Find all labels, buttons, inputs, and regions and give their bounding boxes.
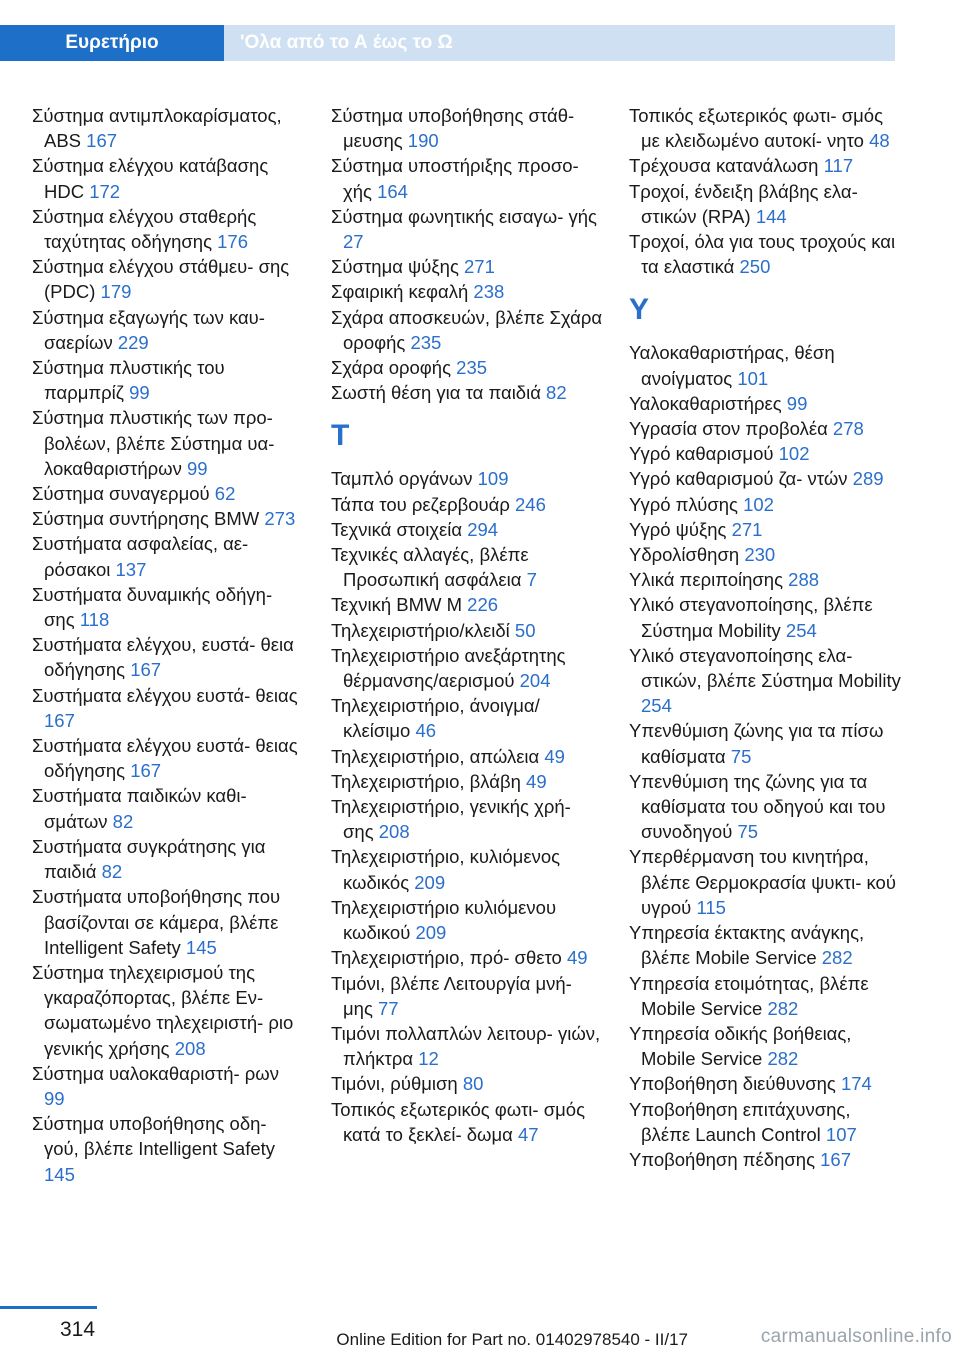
page-link[interactable]: 209	[415, 922, 447, 944]
page-link[interactable]: 62	[214, 483, 236, 505]
index-entry	[331, 355, 603, 380]
page-link[interactable]: 254	[785, 619, 817, 641]
index-entry-text: Σύστημα εξαγωγής των καυ- σαερίων	[32, 306, 265, 353]
tab-index[interactable]: Ευρετήριο	[0, 25, 224, 61]
page-link[interactable]: 204	[519, 670, 551, 692]
index-entry	[629, 466, 901, 491]
index-entry	[32, 153, 304, 203]
index-entry-text: Τεχνικές αλλαγές, βλέπε Προσωπική ασφάλεια	[331, 544, 529, 591]
index-column-2	[331, 103, 603, 1147]
header-bar	[0, 25, 895, 61]
page-link[interactable]: 167	[86, 130, 118, 152]
page-link[interactable]: 99	[129, 382, 150, 404]
page-link[interactable]: 172	[89, 180, 121, 202]
page-link[interactable]: 271	[464, 256, 495, 278]
index-entry	[32, 405, 304, 481]
page-link[interactable]: 48	[869, 130, 890, 152]
index-entry-text: Υαλοκαθαριστήρες	[629, 392, 782, 414]
index-entry-text: Τηλεχειριστήριο, απώλεια	[331, 745, 540, 767]
index-entry-text: Υποβοήθηση πέδησης	[629, 1148, 815, 1170]
index-entry	[331, 254, 603, 279]
page-link[interactable]: 144	[755, 205, 787, 227]
page-link[interactable]: 82	[101, 861, 123, 883]
index-entry-text: Συστήματα συγκράτησης για παιδιά	[32, 835, 266, 883]
index-entry-text: Υλικά περιποίησης	[629, 569, 784, 591]
index-entry	[629, 103, 901, 153]
tab-a-to-z[interactable]: 'Ολα από το Α έως το Ω	[224, 25, 895, 61]
page-link[interactable]: 117	[823, 155, 854, 177]
index-entry-text: Τρέχουσα κατανάλωση	[629, 155, 819, 177]
page-number: 314	[60, 1318, 96, 1341]
index-entry-text: Ταμπλό οργάνων	[331, 468, 473, 490]
index-entry	[629, 1071, 901, 1096]
page-link[interactable]: 7	[526, 569, 537, 591]
index-entry-text: Τοπικός εξωτερικός φωτι- σμός με κλειδωμένο αυτοκί- νητο	[629, 105, 883, 152]
index-entry	[32, 355, 304, 405]
page-link[interactable]: 230	[744, 544, 776, 566]
page-link[interactable]: 82	[112, 810, 134, 832]
footer-divider	[0, 1306, 97, 1309]
page-link[interactable]: 49	[544, 745, 565, 767]
page-link[interactable]: 190	[407, 130, 439, 152]
index-entry	[331, 542, 603, 592]
index-entry-text: Σχάρα οροφής	[331, 357, 452, 379]
page-link[interactable]: 294	[467, 518, 499, 540]
index-entry	[32, 884, 304, 960]
index-entry-text: Τροχοί, όλα για τους τροχούς και τα ελαστικά	[629, 231, 896, 278]
page-link[interactable]: 250	[739, 256, 771, 278]
index-entry-text: Υπερθέρμανση του κινητήρα, βλέπε Θερμοκρασία ψυκτι- κού υγρού	[629, 846, 896, 918]
page-link[interactable]: 137	[115, 558, 147, 580]
index-entry-text: Υλικό στεγανοποίησης, βλέπε Σύστημα Mobility	[629, 594, 873, 641]
index-entry	[32, 834, 304, 884]
index-entry	[629, 844, 901, 920]
index-entry-text: Σύστημα τηλεχειρισμού της γκαραζόπορτας, βλέπε Εν- σωματωμένο τηλεχειριστή- ριο γενικής χρήσης	[32, 961, 294, 1059]
index-entry-text: Σύστημα ελέγχου στάθμευ- σης (PDC)	[32, 256, 290, 303]
page-link[interactable]: 118	[79, 609, 110, 631]
index-entry-text: Τιμόνι πολλαπλών λειτουρ- γιών, πλήκτρα	[331, 1022, 601, 1070]
index-entry	[32, 733, 304, 783]
watermark: carmanualsonline.info	[760, 1326, 952, 1347]
page-link[interactable]: 246	[515, 493, 546, 515]
index-entry-text: Σύστημα συναγερμού	[32, 483, 210, 505]
index-entry	[32, 506, 304, 531]
index-entry	[32, 783, 304, 833]
index-entry-text: Σύστημα υαλοκαθαριστή- ρων	[32, 1062, 280, 1084]
index-entry-text: Τάπα του ρεζερβουάρ	[331, 493, 510, 515]
index-entry	[331, 945, 603, 970]
page-link[interactable]: 209	[414, 871, 446, 893]
index-entry	[629, 718, 901, 768]
index-entry	[331, 844, 603, 894]
index-entry-text: Συστήματα ελέγχου, ευστά- θεια οδήγησης	[32, 634, 294, 681]
index-entry-text: Σύστημα ψύξης	[331, 256, 459, 278]
page-link[interactable]: 167	[820, 1148, 852, 1170]
page-link[interactable]: 12	[418, 1048, 439, 1070]
page-link[interactable]: 47	[518, 1123, 539, 1145]
page-link[interactable]: 282	[767, 1048, 799, 1070]
page-link[interactable]: 75	[730, 745, 752, 767]
index-entry-text: Υγρό καθαρισμού ζα- ντών	[629, 468, 848, 490]
page-link[interactable]: 145	[44, 1163, 75, 1185]
page-link[interactable]: 273	[264, 508, 296, 530]
index-entry-text: Υαλοκαθαριστήρας, θέση ανοίγματος	[629, 342, 835, 389]
index-entry	[331, 895, 603, 945]
index-entry	[629, 1021, 901, 1071]
page-link[interactable]: 288	[788, 569, 820, 591]
page-link[interactable]: 50	[514, 619, 536, 641]
index-entry	[629, 517, 901, 542]
page-link[interactable]: 167	[130, 659, 162, 681]
index-entry	[629, 567, 901, 592]
page-link[interactable]: 75	[737, 821, 759, 843]
index-entry	[331, 592, 603, 617]
index-entry	[331, 466, 603, 491]
page-link[interactable]: 254	[641, 695, 672, 717]
index-entry-text: Τηλεχειριστήριο, άνοιγμα/ κλείσιμο	[331, 695, 540, 742]
page-link[interactable]: 226	[467, 594, 499, 616]
index-entry	[331, 305, 603, 355]
index-entry-text: Τηλεχειριστήριο, πρό- σθετο	[331, 947, 562, 969]
index-entry-text: Τηλεχειριστήριο/κλειδί	[331, 619, 510, 641]
page-link[interactable]: 271	[731, 518, 763, 540]
page-link[interactable]: 49	[566, 947, 588, 969]
index-entry-text: Υπηρεσία ετοιμότητας, βλέπε Mobile Service	[629, 972, 869, 1019]
index-entry-text: Τεχνική BMW M	[331, 594, 463, 616]
page-link[interactable]: 109	[477, 468, 509, 490]
index-entry-text: Υπενθύμιση της ζώνης για τα καθίσματα του οδηγού και του συνοδηγού	[629, 770, 886, 843]
index-entry	[629, 643, 901, 719]
index-entry-text: Σωστή θέση για τα παιδιά	[331, 382, 541, 404]
index-column-1	[32, 103, 304, 1187]
index-entry-text: Τιμόνι, ρύθμιση	[331, 1073, 458, 1095]
index-entry-text: Σχάρα αποσκευών, βλέπε Σχάρα οροφής	[331, 306, 603, 353]
page-link[interactable]: 278	[832, 418, 864, 440]
page-link[interactable]: 102	[743, 493, 774, 515]
page-link[interactable]: 208	[174, 1037, 206, 1059]
index-entry-text: Υποβοήθηση διεύθυνσης	[629, 1073, 836, 1095]
index-entry	[32, 1061, 304, 1111]
index-entry	[331, 1071, 603, 1096]
index-entry	[331, 492, 603, 517]
footer-edition: Online Edition for Part no. 01402978540 - II/17	[336, 1330, 688, 1349]
index-entry	[331, 971, 603, 1021]
index-entry-text: Υγρό ψύξης	[629, 518, 727, 540]
page-link[interactable]: 99	[786, 392, 808, 414]
index-entry	[32, 204, 304, 254]
index-entry	[629, 441, 901, 466]
page-link[interactable]: 235	[410, 331, 442, 353]
index-entry-text: Τηλεχειριστήριο, βλάβη	[331, 770, 521, 792]
index-entry	[331, 380, 603, 405]
index-entry	[629, 920, 901, 970]
index-entry	[629, 153, 901, 178]
index-entry-text: Συστήματα ελέγχου ευστά- θειας	[32, 684, 298, 706]
index-entry	[32, 481, 304, 506]
page-link[interactable]: 107	[825, 1123, 857, 1145]
index-entry-text: Σύστημα φωνητικής εισαγω- γής	[331, 205, 597, 227]
index-entry-text: Σύστημα συντήρησης BMW	[32, 508, 260, 530]
index-entry-text: Τροχοί, ένδειξη βλάβης ελα- στικών (RPA)	[629, 180, 858, 227]
page-link[interactable]: 238	[473, 281, 505, 303]
page-link[interactable]: 167	[130, 760, 162, 782]
index-entry	[331, 693, 603, 743]
index-entry-text: Συστήματα δυναμικής οδήγη- σης	[32, 583, 273, 631]
index-entry-text: Υγρασία στον προβολέα	[629, 418, 828, 440]
page-link[interactable]: 99	[186, 457, 208, 479]
index-entry-text: Τηλεχειριστήριο, κυλιόμενος κωδικός	[331, 846, 561, 893]
index-entry-text: Τεχνικά στοιχεία	[331, 518, 463, 540]
index-entry	[32, 632, 304, 682]
index-entry-text: Υλικό στεγανοποίησης ελα- στικών, βλέπε Σύστημα Mobility	[629, 644, 901, 692]
index-entry	[629, 229, 901, 279]
index-entry	[331, 279, 603, 304]
index-column-3	[629, 103, 901, 1172]
index-entry-text: Σφαιρική κεφαλή	[331, 281, 469, 303]
index-entry-text: Τιμόνι, βλέπε Λειτουργία μνή- μης	[331, 972, 572, 1019]
index-entry	[32, 582, 304, 632]
index-entry	[331, 153, 603, 203]
page-link[interactable]: 176	[217, 231, 249, 253]
index-entry-text: Υπηρεσία έκτακτης ανάγκης, βλέπε Mobile Service	[629, 922, 865, 969]
index-entry	[629, 1097, 901, 1147]
index-entry	[331, 643, 603, 693]
page-link[interactable]: 80	[462, 1073, 484, 1095]
index-entry-text: Σύστημα υποστήριξης προσο- χής	[331, 155, 579, 202]
index-entry	[331, 1097, 603, 1147]
page-link[interactable]: 282	[821, 947, 853, 969]
index-entry	[629, 971, 901, 1021]
page-link[interactable]: 164	[377, 180, 408, 202]
index-entry-text: Σύστημα ελέγχου κατάβασης HDC	[32, 155, 269, 202]
page-link[interactable]: 102	[778, 443, 810, 465]
index-entry	[32, 103, 304, 153]
index-entry-text: Υπενθύμιση ζώνης για τα πίσω καθίσματα	[629, 720, 884, 767]
page-link[interactable]: 145	[185, 936, 217, 958]
index-entry-text: Σύστημα υποβοήθησης στάθ- μευσης	[331, 105, 575, 152]
page-link[interactable]: 167	[44, 709, 75, 731]
section-letter: Υ	[629, 293, 650, 327]
page-link[interactable]: 99	[44, 1087, 65, 1109]
index-entry	[629, 340, 901, 390]
index-entry	[629, 542, 901, 567]
page-link[interactable]: 46	[415, 720, 437, 742]
index-entry	[629, 492, 901, 517]
page-link[interactable]: 27	[343, 231, 364, 253]
page-link[interactable]: 235	[456, 357, 488, 379]
index-entry-text: Τηλεχειριστήριο, γενικής χρή- σης	[331, 796, 571, 843]
page-link[interactable]: 282	[767, 997, 799, 1019]
index-entry-text: Τοπικός εξωτερικός φωτι- σμός κατά το ξεκλεί- δωμα	[331, 1098, 585, 1145]
page-link[interactable]: 289	[852, 468, 884, 490]
page-link[interactable]: 82	[546, 382, 567, 404]
index-entry-text: Συστήματα υποβοήθησης που βασίζονται σε κάμερα, βλέπε Intelligent Safety	[32, 886, 281, 958]
index-entry-text: Σύστημα υποβοήθησης οδη- γού, βλέπε Intelligent Safety	[32, 1113, 276, 1160]
index-entry	[32, 683, 304, 733]
index-entry-text: Υπηρεσία οδικής βοήθειας, Mobile Service	[629, 1022, 852, 1070]
index-entry	[331, 103, 603, 153]
index-entry	[331, 794, 603, 844]
page-link[interactable]: 174	[840, 1073, 872, 1095]
index-entry-text: Συστήματα ελέγχου ευστά- θειας οδήγησης	[32, 735, 298, 782]
page-link[interactable]: 49	[526, 770, 547, 792]
page-link[interactable]: 115	[696, 896, 726, 918]
index-entry	[32, 960, 304, 1061]
index-entry	[32, 254, 304, 304]
index-entry	[629, 391, 901, 416]
index-entry	[331, 744, 603, 769]
page-link[interactable]: 208	[378, 821, 410, 843]
page-link[interactable]: 229	[117, 331, 149, 353]
index-entry	[331, 769, 603, 794]
index-entry-text: Σύστημα πλυστικής των προ- βολέων, βλέπε Σύστημα υα- λοκαθαριστήρων	[32, 407, 275, 479]
index-entry	[629, 416, 901, 441]
index-entry-text: Συστήματα ασφαλείας, αε- ρόσακοι	[32, 533, 249, 580]
section-letter: Τ	[331, 419, 350, 453]
index-entry-text: Σύστημα ελέγχου σταθερής ταχύτητας οδήγησης	[32, 205, 257, 253]
index-entry	[629, 179, 901, 229]
page-link[interactable]: 179	[100, 281, 132, 303]
index-entry	[629, 769, 901, 845]
index-entry-text: Υγρό πλύσης	[629, 493, 738, 515]
index-entry-text: Τηλεχειριστήριο ανεξάρτητης θέρμανσης/αερισμού	[331, 644, 566, 692]
index-entry	[32, 305, 304, 355]
index-entry	[629, 592, 901, 642]
index-entry	[32, 531, 304, 581]
index-entry	[331, 517, 603, 542]
index-entry-text: Σύστημα πλυστικής του παρμπρίζ	[32, 357, 225, 404]
page-link[interactable]: 101	[737, 367, 769, 389]
index-entry-text: Τηλεχειριστήριο κυλιόμενου κωδικού	[331, 896, 557, 944]
index-entry-text: Υδρολίσθηση	[629, 544, 740, 566]
index-entry-text: Συστήματα παιδικών καθι- σμάτων	[32, 785, 247, 832]
index-entry	[629, 1147, 901, 1172]
index-entry	[331, 618, 603, 643]
index-entry-text: Υποβοήθηση επιτάχυνσης, βλέπε Launch Control	[629, 1098, 851, 1145]
page-link[interactable]: 77	[378, 997, 399, 1019]
index-entry-text: Υγρό καθαρισμού	[629, 443, 774, 465]
index-entry-text: Σύστημα αντιμπλοκαρίσματος, ABS	[32, 105, 282, 152]
index-entry	[331, 204, 603, 254]
index-entry	[331, 1021, 603, 1071]
index-entry	[32, 1111, 304, 1187]
